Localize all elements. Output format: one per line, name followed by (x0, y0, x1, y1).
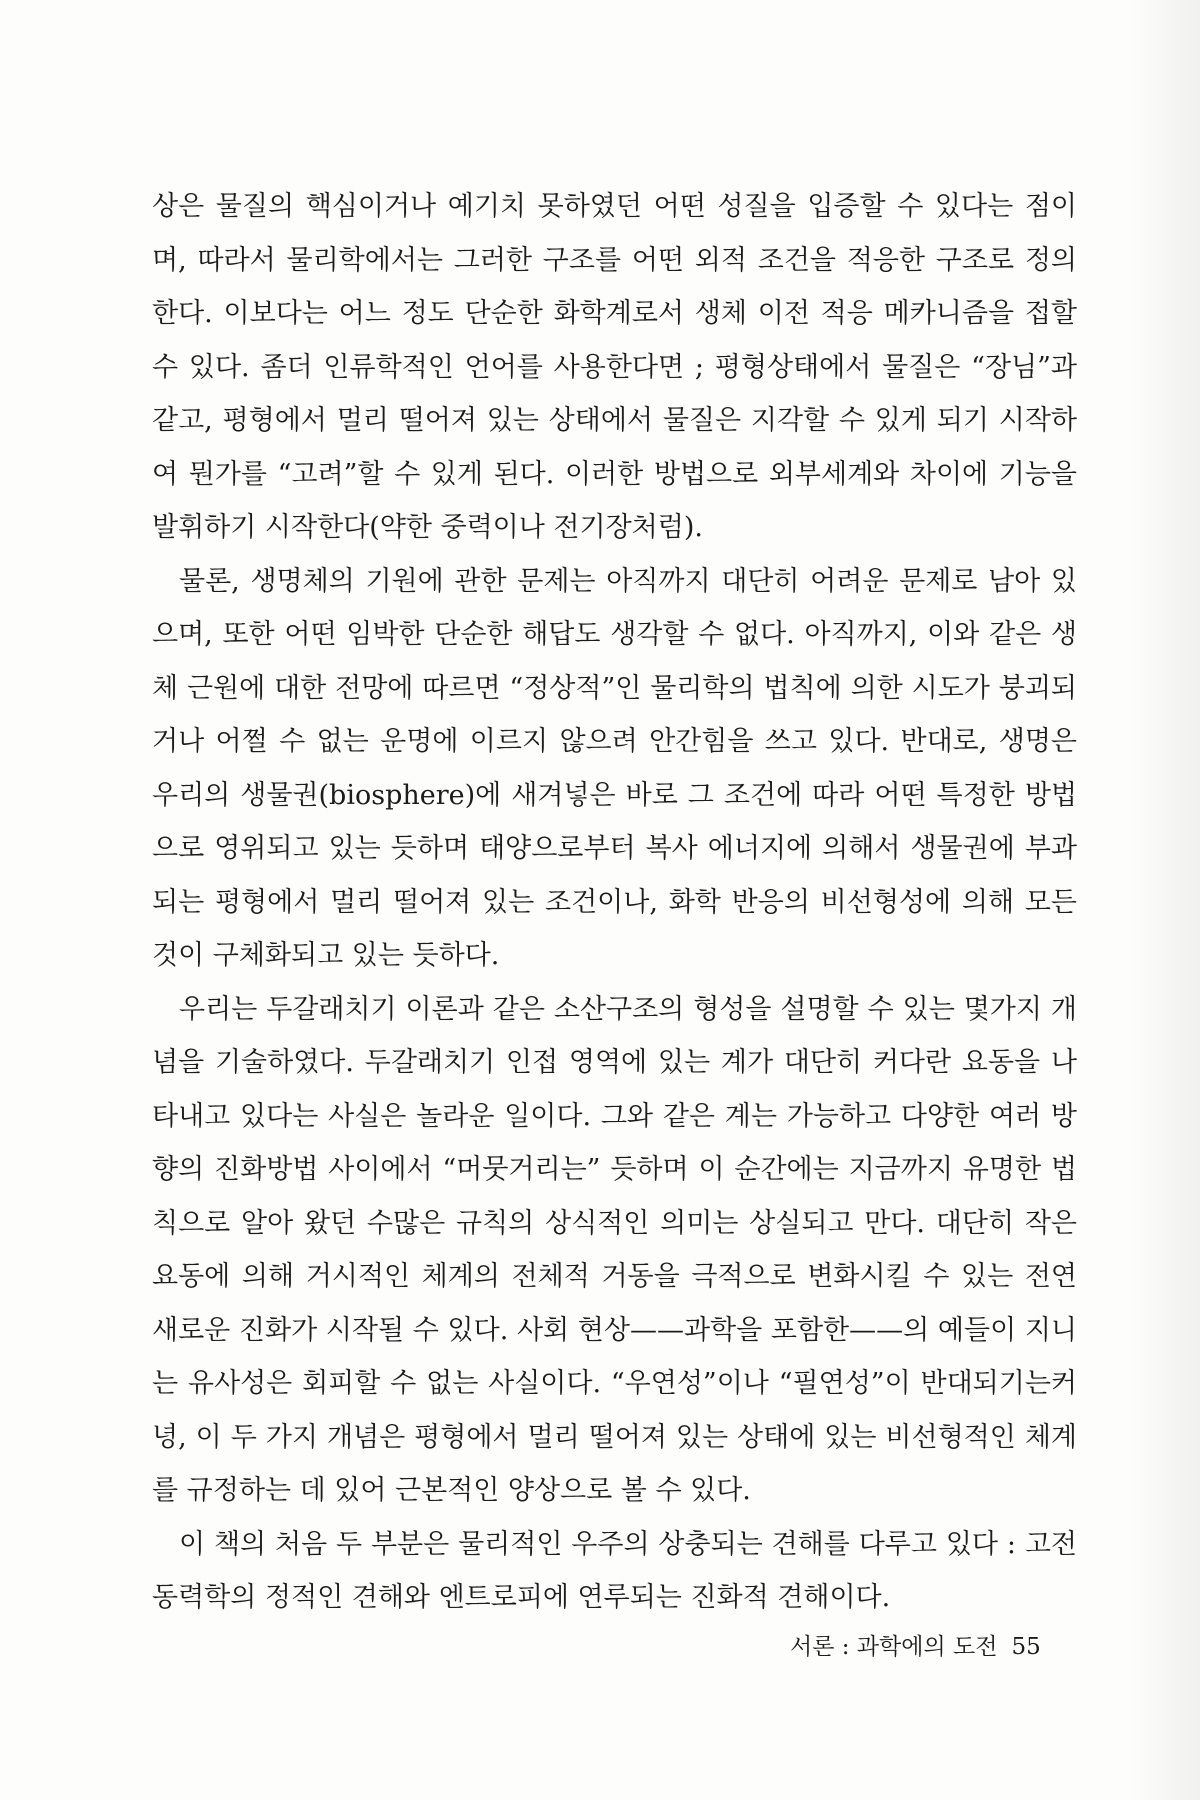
paragraph-2: 물론, 생명체의 기원에 관한 문제는 아직까지 대단히 어려운 문제로 남아 있으며, 또한 어떤 임박한 단순한 해답도 생각할 수 없다. 아직까지, 이와 같은 생체 근원에 대한 전망에 따르면 “정상적”인 물리학의 법칙에 의한 시도가 붕괴되거나 어쩔 수 없는 운명에 이르지 않으려 안간힘을 쓰고 있다. 반대로, 생명은 우리의 생물권(biosphere)에 새겨넣은 바로 그 조건에 따라 어떤 특정한 방법으로 영위되고 있는 듯하며 태양으로부터 복사 에너지에 의해서 생물권에 부과되는 평형에서 멀리 떨어져 있는 조건이나, 화학 반응의 비선형성에 의해 모든 것이 구체화되고 있는 듯하다. (152, 565, 1077, 971)
running-title: 서론 : 과학에의 도전 (790, 1634, 998, 1660)
paragraph-1: 상은 물질의 핵심이거나 예기치 못하였던 어떤 성질을 입증할 수 있다는 점이며, 따라서 물리학에서는 그러한 구조를 어떤 외적 조건을 적응한 구조로 정의한다. 이보다는 어느 정도 단순한 화학계로서 생체 이전 적응 메카니즘을 접할 수 있다. 좀더 인류학적인 언어를 사용한다면 ; 평형상태에서 물질은 “장님”과 같고, 평형에서 멀리 떨어져 있는 상태에서 물질은 지각할 수 있게 되기 시작하여 뭔가를 “고려”할 수 있게 된다. 이러한 방법으로 외부세계와 차이에 기능을 발휘하기 시작한다(약한 중력이나 전기장처럼). (152, 191, 1077, 543)
page-number: 55 (1011, 1634, 1041, 1660)
paragraph-4: 이 책의 처음 두 부분은 물리적인 우주의 상충되는 견해를 다루고 있다 : 고전 동력학의 정적인 견해와 엔트로피에 연루되는 진화적 견해이다. (152, 1528, 1077, 1613)
page-edge-shadow (1130, 0, 1200, 1800)
body-text (152, 180, 1077, 1625)
page-footer (790, 1628, 1041, 1661)
paragraph-3: 우리는 두갈래치기 이론과 같은 소산구조의 형성을 설명할 수 있는 몇가지 개념을 기술하였다. 두갈래치기 인접 영역에 있는 계가 대단히 커다란 요동을 나타내고 있다는 사실은 놀라운 일이다. 그와 같은 계는 가능하고 다양한 여러 방향의 진화방법 사이에서 “머뭇거리는” 듯하며 이 순간에는 지금까지 유명한 법칙으로 알아 왔던 수많은 규칙의 상식적인 의미는 상실되고 만다. 대단히 작은 요동에 의해 거시적인 체계의 전체적 거동을 극적으로 변화시킬 수 있는 전연 새로운 진화가 시작될 수 있다. 사회 현상——과학을 포함한——의 예들이 지니는 유사성은 회피할 수 없는 사실이다. “우연성”이나 “필연성”이 반대되기는커녕, 이 두 가지 개념은 평형에서 멀리 떨어져 있는 상태에 있는 비선형적인 체계를 규정하는 데 있어 근본적인 양상으로 볼 수 있다. (152, 993, 1077, 1506)
